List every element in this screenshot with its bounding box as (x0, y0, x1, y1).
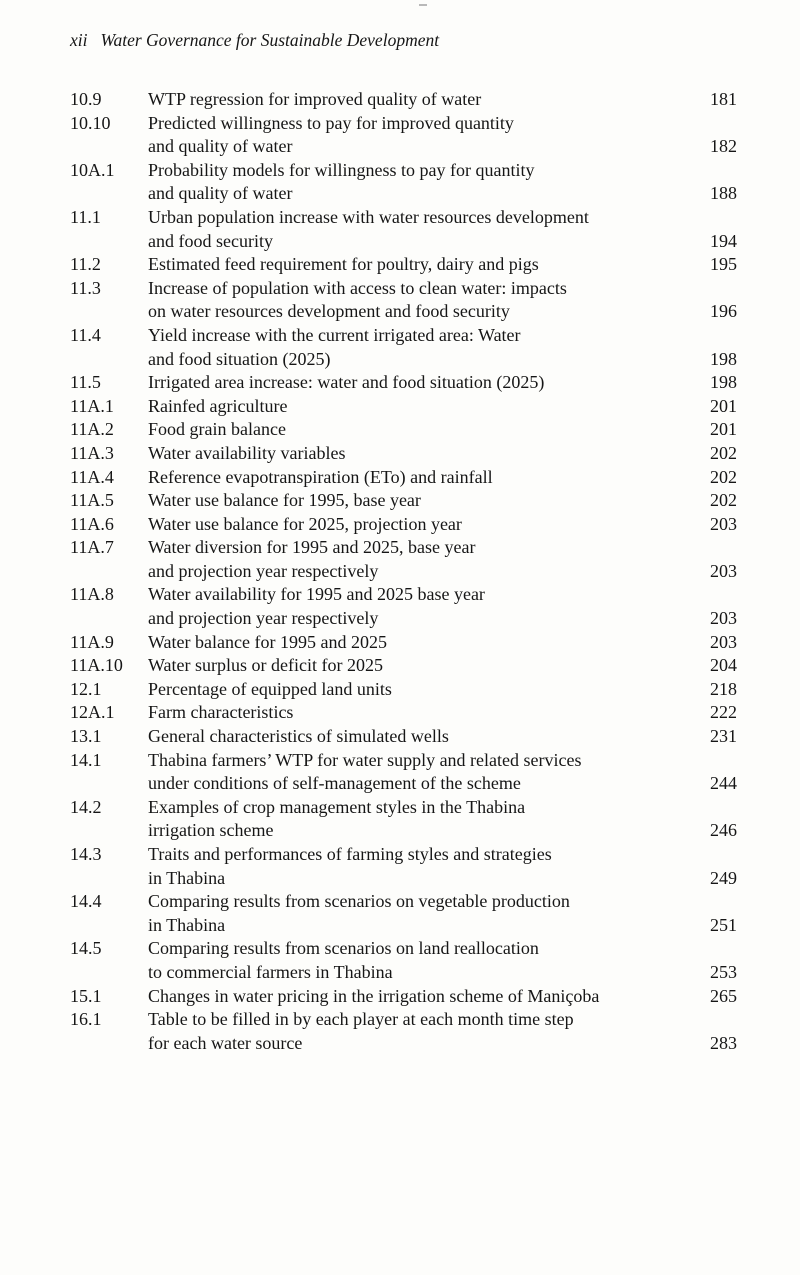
entry-page: 246 (710, 820, 737, 841)
entry-page: 203 (710, 608, 737, 629)
entry-title-line: and projection year respectively (148, 560, 379, 581)
entry-number: 10A.1 (70, 159, 115, 180)
entry-title (148, 324, 691, 371)
toc-entry (70, 277, 737, 324)
toc-entry (70, 631, 737, 655)
entry-page: 265 (710, 985, 737, 1006)
entry-number: 13.1 (70, 726, 102, 747)
entry-number: 11A.2 (70, 419, 114, 440)
entry-page: 218 (710, 678, 737, 699)
entry-title-line: General characteristics of simulated wells (148, 726, 449, 747)
entry-title (148, 371, 691, 395)
entry-title-line: in Thabina (148, 914, 226, 935)
entry-title (148, 88, 691, 112)
entry-page: 198 (710, 348, 737, 369)
entry-title (148, 206, 691, 253)
entry-title-line: and food situation (2025) (148, 348, 331, 369)
toc-entry (70, 466, 737, 490)
entry-page: 253 (710, 961, 737, 982)
entry-title (148, 418, 691, 442)
scan-artifact (419, 4, 427, 6)
entry-title-line: WTP regression for improved quality of water (148, 89, 482, 109)
entry-title-line: Water balance for 1995 and 2025 (148, 631, 387, 652)
toc-entry (70, 749, 737, 796)
entry-number: 11.2 (70, 254, 101, 275)
running-header (70, 28, 737, 52)
toc-entry (70, 371, 737, 395)
entry-title (148, 513, 691, 537)
entry-page: 188 (710, 183, 737, 204)
entry-title (148, 1008, 691, 1055)
entry-page: 231 (710, 726, 737, 747)
entry-number: 11A.7 (70, 537, 114, 558)
entry-title (148, 725, 691, 749)
entry-page: 204 (710, 655, 737, 676)
toc-entry (70, 536, 737, 583)
entry-title (148, 583, 691, 630)
entry-number: 11A.8 (70, 584, 114, 605)
entry-title (148, 159, 691, 206)
entry-page: 202 (710, 466, 737, 487)
entry-title (148, 536, 691, 583)
toc-entry (70, 1008, 737, 1055)
toc-entry (70, 654, 737, 678)
entry-title (148, 253, 691, 277)
entry-title-line: Food grain balance (148, 419, 286, 440)
toc-entry (70, 701, 737, 725)
entry-page: 283 (710, 1032, 737, 1053)
entry-title-line: Reference evapotranspiration (ETo) and rainfall (148, 466, 493, 487)
entry-title (148, 654, 691, 678)
entry-title-line: and food security (148, 230, 273, 251)
entry-title-line: and quality of water (148, 183, 293, 204)
entry-title-line: Comparing results from scenarios on vegetable production (148, 891, 570, 912)
entry-number: 11A.9 (70, 631, 114, 652)
entry-title-line: Probability models for willingness to pay for quantity (148, 159, 535, 180)
toc-entry (70, 88, 737, 112)
toc-entry (70, 253, 737, 277)
entry-number: 11A.3 (70, 442, 114, 463)
entry-title-line: irrigation scheme (148, 820, 274, 841)
entry-page: 203 (710, 631, 737, 652)
entry-title-line: Traits and performances of farming styles and strategies (148, 844, 552, 864)
toc-entry (70, 395, 737, 419)
toc-entry (70, 725, 737, 749)
entry-page: 202 (710, 490, 737, 511)
toc-entry (70, 489, 737, 513)
entry-page: 182 (710, 136, 737, 157)
entry-page: 222 (710, 702, 737, 723)
entry-title-line: Water use balance for 2025, projection year (148, 513, 462, 534)
entry-title (148, 631, 691, 655)
entry-page: 244 (710, 773, 737, 794)
entry-title-line: Predicted willingness to pay for improved quantity (148, 112, 514, 133)
entry-number: 10.9 (70, 89, 102, 109)
entry-title-line: Water availability for 1995 and 2025 base year (148, 584, 485, 605)
toc-entry (70, 583, 737, 630)
entry-title-line: Urban population increase with water resources development (148, 206, 589, 227)
entry-title-line: Farm characteristics (148, 702, 294, 723)
entry-page: 181 (710, 89, 737, 109)
toc-entry (70, 678, 737, 702)
entry-number: 11A.5 (70, 490, 114, 511)
entry-title-line: Rainfed agriculture (148, 395, 288, 416)
entry-title (148, 466, 691, 490)
entry-title (148, 112, 691, 159)
entry-title (148, 937, 691, 984)
entry-page: 203 (710, 560, 737, 581)
entry-title-line: Yield increase with the current irrigated area: Water (148, 324, 521, 345)
book-title: Water Governance for Sustainable Development (100, 30, 440, 50)
entry-number: 15.1 (70, 985, 102, 1006)
entry-title-line: Water surplus or deficit for 2025 (148, 655, 383, 676)
entry-number: 10.10 (70, 112, 111, 133)
entry-title-line: Percentage of equipped land units (148, 678, 392, 699)
entry-title-line: under conditions of self-management of the scheme (148, 773, 521, 794)
entry-title-line: and quality of water (148, 136, 293, 157)
entry-title (148, 489, 691, 513)
toc-list (70, 88, 737, 1055)
toc-entry (70, 324, 737, 371)
entry-number: 11A.1 (70, 395, 114, 416)
entry-title-line: and projection year respectively (148, 608, 379, 629)
entry-title-line: Water availability variables (148, 442, 346, 463)
entry-number: 11.3 (70, 277, 101, 298)
entry-number: 11.1 (70, 206, 101, 227)
entry-title-line: Changes in water pricing in the irrigation scheme of Maniçoba (148, 985, 600, 1006)
toc-entry (70, 112, 737, 159)
entry-page: 203 (710, 513, 737, 534)
entry-title (148, 678, 691, 702)
entry-title (148, 796, 691, 843)
entry-page: 249 (710, 867, 737, 888)
entry-title (148, 985, 691, 1009)
entry-title-line: Irrigated area increase: water and food situation (2025) (148, 372, 545, 393)
toc-entry (70, 796, 737, 843)
toc-entry (70, 159, 737, 206)
entry-number: 14.5 (70, 938, 102, 959)
entry-title (148, 890, 691, 937)
entry-title-line: Water diversion for 1995 and 2025, base year (148, 537, 476, 558)
entry-page: 202 (710, 442, 737, 463)
entry-title (148, 701, 691, 725)
entry-number: 12A.1 (70, 702, 115, 723)
entry-title-line: on water resources development and food security (148, 301, 510, 322)
entry-title (148, 749, 691, 796)
entry-number: 14.2 (70, 796, 102, 817)
entry-title-line: Water use balance for 1995, base year (148, 490, 421, 511)
entry-number: 11A.10 (70, 655, 123, 676)
toc-entry (70, 418, 737, 442)
entry-title-line: Thabina farmers’ WTP for water supply and related services (148, 749, 582, 770)
toc-entry (70, 843, 737, 890)
entry-title (148, 442, 691, 466)
entry-page: 196 (710, 301, 737, 322)
toc-entry (70, 890, 737, 937)
page-number-roman: xii (70, 30, 88, 50)
toc-entry (70, 442, 737, 466)
entry-number: 14.4 (70, 891, 102, 912)
entry-number: 11A.6 (70, 513, 114, 534)
entry-page: 198 (710, 372, 737, 393)
entry-number: 14.3 (70, 844, 102, 864)
entry-title-line: Estimated feed requirement for poultry, dairy and pigs (148, 254, 539, 275)
entry-title-line: Comparing results from scenarios on land reallocation (148, 938, 539, 959)
entry-title-line: Examples of crop management styles in the Thabina (148, 796, 526, 817)
entry-title-line: Table to be filled in by each player at each month time step (148, 1009, 574, 1030)
toc-entry (70, 937, 737, 984)
entry-title-line: in Thabina (148, 867, 226, 888)
entry-title (148, 395, 691, 419)
entry-title-line: to commercial farmers in Thabina (148, 961, 393, 982)
entry-number: 16.1 (70, 1009, 102, 1030)
entry-number: 11.5 (70, 372, 101, 393)
entry-page: 251 (710, 914, 737, 935)
entry-title-line: Increase of population with access to clean water: impacts (148, 277, 567, 298)
entry-number: 12.1 (70, 678, 102, 699)
entry-title (148, 277, 691, 324)
toc-entry (70, 513, 737, 537)
entry-number: 11A.4 (70, 466, 114, 487)
toc-entry (70, 985, 737, 1009)
entry-page: 195 (710, 254, 737, 275)
entry-page: 201 (710, 419, 737, 440)
entry-page: 194 (710, 230, 737, 251)
entry-title-line: for each water source (148, 1032, 303, 1053)
entry-number: 11.4 (70, 324, 101, 345)
entry-title (148, 843, 691, 890)
entry-page: 201 (710, 395, 737, 416)
entry-number: 14.1 (70, 749, 102, 770)
toc-entry (70, 206, 737, 253)
